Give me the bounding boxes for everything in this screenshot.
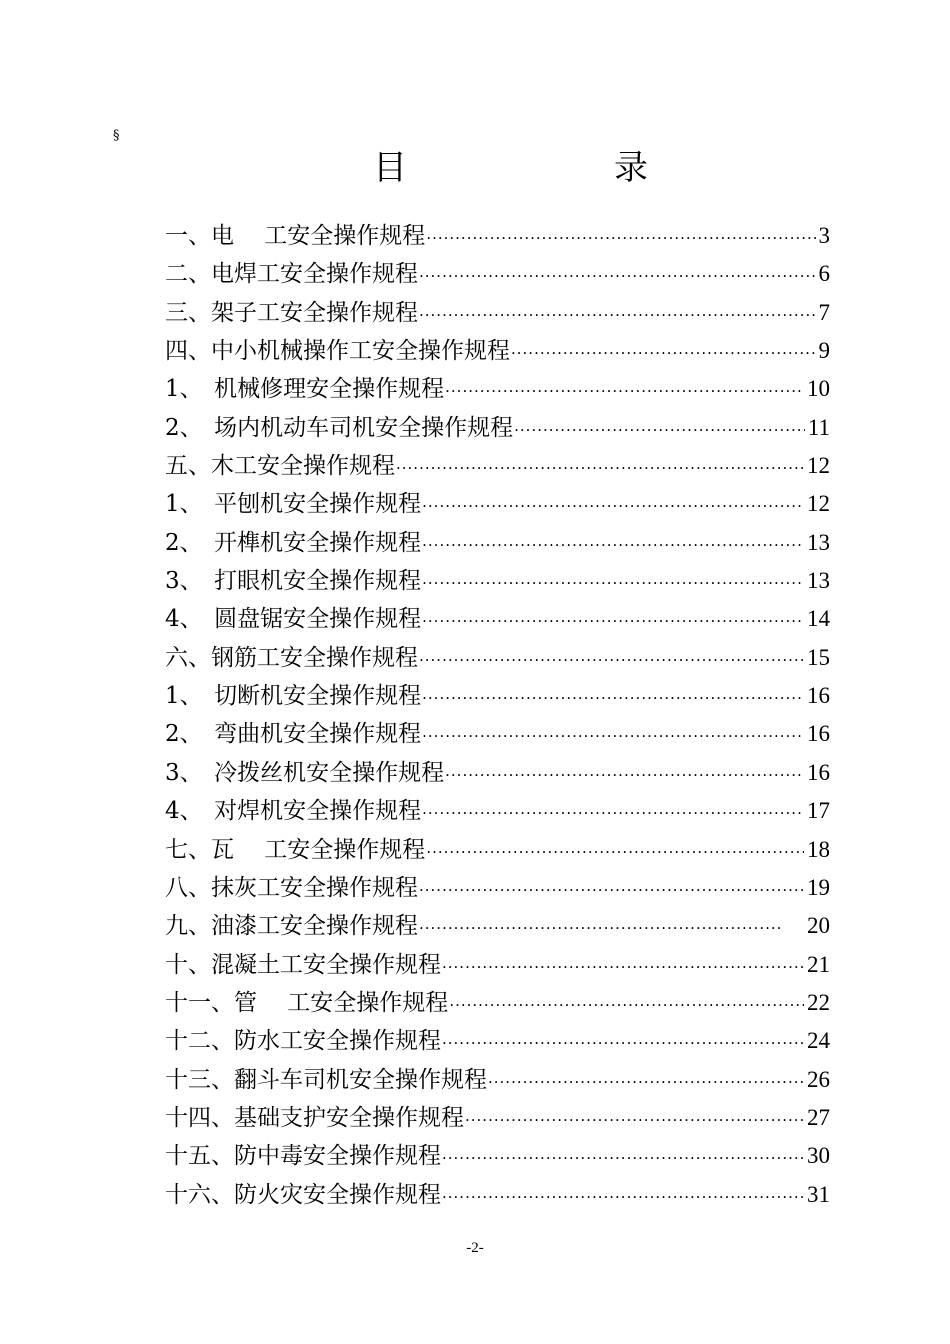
toc-leader (488, 1063, 804, 1101)
toc-entry[interactable] (165, 946, 830, 984)
toc-label: 十一、管 工安全操作规程 (165, 989, 449, 1016)
toc-leader (419, 641, 804, 679)
toc-entry[interactable] (165, 1176, 830, 1214)
toc-leader (419, 909, 781, 947)
toc-page: 19 (807, 874, 830, 900)
toc-leader (422, 487, 804, 525)
toc-page: 9 (818, 338, 830, 364)
toc-leader (419, 871, 804, 909)
toc-leader (442, 1024, 804, 1062)
toc-page: 11 (807, 414, 830, 440)
toc-label: 八、抹灰工安全操作规程 (165, 874, 418, 901)
table-of-contents (165, 217, 830, 1214)
toc-entry[interactable] (165, 1099, 830, 1137)
toc-leader (422, 679, 804, 717)
toc-entry[interactable] (165, 447, 830, 485)
toc-entry[interactable] (165, 1061, 830, 1099)
toc-label: 1、 平刨机安全操作规程 (165, 491, 422, 518)
toc-page: 3 (818, 223, 830, 248)
toc-page: 27 (807, 1104, 830, 1130)
toc-entry[interactable] (165, 485, 830, 523)
toc-label: 五、木工安全操作规程 (165, 453, 395, 480)
toc-entry[interactable] (165, 217, 830, 255)
toc-leader (422, 717, 804, 755)
toc-page: 16 (807, 683, 830, 709)
title-char-left: 目 (373, 148, 407, 188)
toc-leader (419, 257, 816, 295)
toc-label: 4、 对焊机安全操作规程 (165, 798, 422, 825)
toc-label: 3、 打眼机安全操作规程 (165, 568, 422, 595)
toc-leader (422, 794, 804, 832)
toc-label: 十五、防中毒安全操作规程 (165, 1143, 441, 1170)
toc-entry[interactable] (165, 831, 830, 869)
toc-page: 17 (807, 798, 830, 824)
toc-entry[interactable] (165, 869, 830, 907)
toc-leader (419, 296, 816, 334)
toc-entry[interactable] (165, 332, 830, 370)
toc-label: 3、 冷拨丝机安全操作规程 (165, 759, 445, 786)
toc-page: 13 (807, 568, 830, 594)
toc-page: 20 (807, 913, 830, 939)
toc-leader (426, 219, 815, 257)
toc-entry[interactable] (165, 294, 830, 332)
toc-leader (514, 411, 805, 449)
toc-label: 四、中小机械操作工安全操作规程 (165, 338, 510, 365)
toc-leader (422, 564, 804, 602)
toc-page: 6 (818, 261, 830, 287)
section-marker: § (113, 128, 120, 143)
toc-entry[interactable] (165, 984, 830, 1022)
toc-label: 一、电 工安全操作规程 (165, 223, 426, 249)
toc-entry[interactable] (165, 255, 830, 293)
toc-leader (511, 334, 816, 372)
toc-label: 2、 场内机动车司机安全操作规程 (165, 414, 514, 441)
toc-page: 15 (807, 644, 830, 670)
toc-label: 九、油漆工安全操作规程 (165, 913, 418, 940)
toc-page: 12 (807, 491, 830, 517)
toc-page: 10 (807, 376, 830, 402)
toc-page: 12 (807, 453, 830, 479)
toc-page: 7 (818, 299, 830, 325)
toc-entry[interactable] (165, 409, 830, 447)
toc-label: 十三、翻斗车司机安全操作规程 (165, 1066, 487, 1093)
toc-leader (465, 1101, 804, 1139)
toc-entry[interactable] (165, 792, 830, 830)
toc-entry[interactable] (165, 370, 830, 408)
toc-page: 31 (807, 1181, 830, 1207)
toc-label: 十、混凝土工安全操作规程 (165, 951, 441, 978)
toc-page: 14 (807, 606, 830, 632)
toc-label: 十二、防水工安全操作规程 (165, 1028, 441, 1055)
toc-page: 22 (807, 989, 830, 1015)
toc-page: 30 (807, 1143, 830, 1169)
toc-entry[interactable] (165, 639, 830, 677)
toc-label: 六、钢筋工安全操作规程 (165, 644, 418, 671)
toc-leader (396, 449, 804, 487)
toc-label: 1、 机械修理安全操作规程 (165, 376, 445, 403)
toc-leader (442, 1139, 804, 1177)
toc-entry[interactable] (165, 1137, 830, 1175)
toc-entry[interactable] (165, 1022, 830, 1060)
toc-label: 二、电焊工安全操作规程 (165, 261, 418, 288)
toc-label: 2、 开榫机安全操作规程 (165, 529, 422, 556)
toc-label: 三、架子工安全操作规程 (165, 299, 418, 326)
toc-leader (426, 833, 804, 871)
toc-leader (442, 948, 804, 986)
toc-leader (445, 372, 804, 410)
toc-page: 24 (807, 1028, 830, 1054)
toc-label: 十六、防火灾安全操作规程 (165, 1181, 441, 1208)
toc-entry[interactable] (165, 562, 830, 600)
toc-leader (442, 1178, 804, 1216)
toc-page: 16 (807, 759, 830, 785)
toc-page: 13 (807, 529, 830, 555)
toc-page: 18 (807, 836, 830, 862)
toc-entry[interactable] (165, 524, 830, 562)
toc-label: 1、 切断机安全操作规程 (165, 683, 422, 710)
title-char-right: 录 (614, 148, 648, 188)
toc-leader (449, 986, 804, 1024)
page-title (0, 146, 950, 190)
toc-label: 七、瓦 工安全操作规程 (165, 836, 426, 863)
toc-label: 4、 圆盘锯安全操作规程 (165, 606, 422, 633)
toc-page: 26 (807, 1066, 830, 1092)
toc-entry[interactable] (165, 907, 830, 945)
toc-entry[interactable] (165, 600, 830, 638)
toc-page: 21 (807, 951, 830, 977)
page-number-footer: -2- (466, 1240, 484, 1256)
toc-page: 16 (807, 721, 830, 747)
toc-entry[interactable] (165, 677, 830, 715)
toc-leader (445, 756, 804, 794)
toc-entry[interactable] (165, 754, 830, 792)
toc-entry[interactable] (165, 715, 830, 753)
toc-label: 2、 弯曲机安全操作规程 (165, 721, 422, 748)
toc-leader (422, 526, 804, 564)
toc-label: 十四、基础支护安全操作规程 (165, 1104, 464, 1131)
toc-leader (422, 602, 804, 640)
